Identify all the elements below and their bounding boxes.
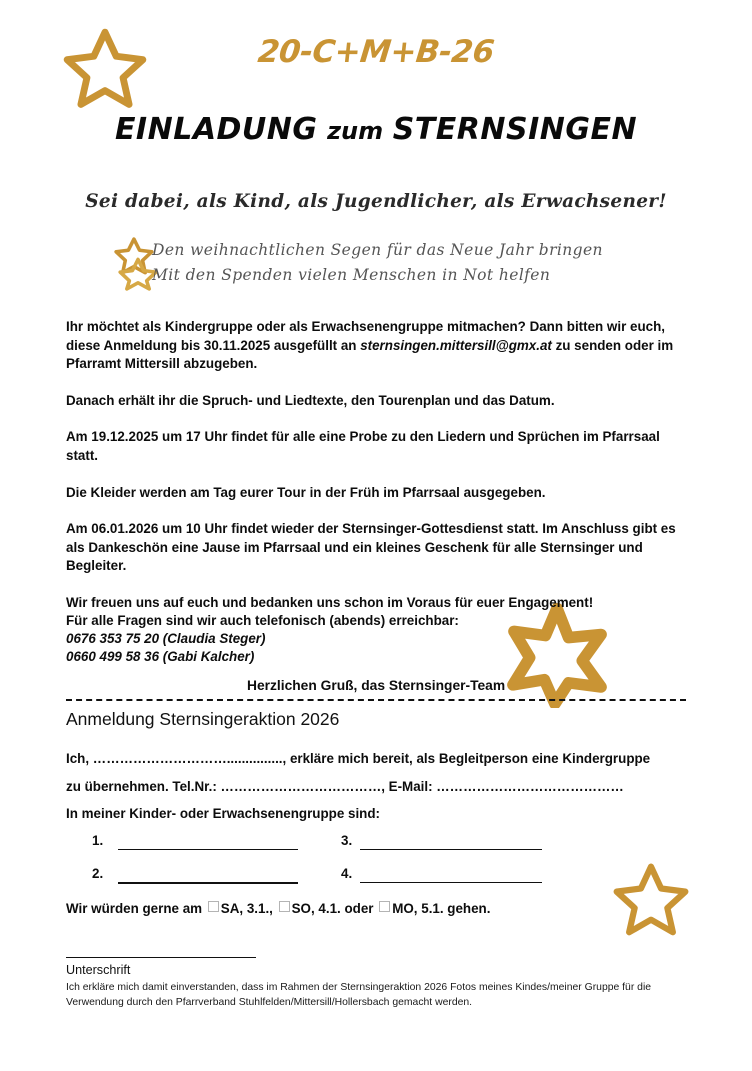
cmb-blessing-text: 20-C+M+B-26 bbox=[256, 34, 496, 70]
star-icon-bottom bbox=[610, 862, 692, 940]
day-choice-line bbox=[66, 901, 490, 916]
member-input-1[interactable] bbox=[118, 849, 298, 850]
page-title-part2: zum bbox=[327, 117, 384, 145]
form-line-name-suffix: erkläre mich bereit, als Begleitperson eine Kindergruppe bbox=[286, 751, 651, 766]
paragraph-rehearsal: Am 19.12.2025 um 17 Uhr findet für alle eine Probe zu den Liedern und Sprüchen im Pfarrsaal statt. bbox=[66, 429, 660, 463]
contact-block bbox=[66, 612, 526, 665]
contact-phone-1: 0676 353 75 20 (Claudia Steger) bbox=[66, 631, 266, 646]
form-title: Anmeldung Sternsingeraktion 2026 bbox=[66, 709, 340, 729]
page-title bbox=[0, 112, 752, 147]
checkbox-sunday[interactable] bbox=[279, 901, 290, 912]
form-line-name-prefix: Ich, bbox=[66, 751, 93, 766]
contact-heading: Für alle Fragen sind wir auch telefonisch (abends) erreichbar: bbox=[66, 613, 459, 628]
member-number-2: 2. bbox=[92, 866, 104, 881]
page-title-part1: EINLADUNG bbox=[114, 112, 318, 147]
paragraph-signup-a: Ihr möchtet als Kindergruppe oder als Erwachsenengruppe mitmachen? Dann bitten wir euch, diese Anmeldung bis 30.11.2025 ausgefüllt an bbox=[66, 319, 665, 353]
paragraph-service: Am 06.01.2026 um 10 Uhr findet wieder der Sternsinger-Gottesdienst statt. Im Anschluss gibt es als Dankeschön eine Jause im Pfarrsaal und ein kleines Geschenk für alle Sternsinger und Begleiter. bbox=[66, 521, 676, 574]
photo-consent-text: Ich erkläre mich damit einverstanden, dass im Rahmen der Sternsingeraktion 2026 Fotos meines Kindes/meiner Gruppe für die Verwendung durch den Pfarrverband Stuhlfelden/Mittersill/Hollersbach gemacht werden. bbox=[66, 982, 652, 1008]
body-text bbox=[66, 318, 686, 631]
page-title-part3: STERNSINGEN bbox=[392, 112, 638, 147]
day-choice-label-1: SA, 3.1., bbox=[220, 901, 273, 916]
member-number-1: 1. bbox=[92, 833, 104, 848]
form-line-name bbox=[66, 751, 650, 766]
paragraph-signup-b: zu senden oder im Pfarramt Mittersill abzugeben. bbox=[66, 337, 674, 372]
form-line-email-label: E-Mail: bbox=[384, 779, 437, 794]
form-name-blank[interactable]: …………………………..............., bbox=[92, 751, 287, 766]
paragraph-signup bbox=[66, 318, 686, 374]
benefit-item: Den weihnachtlichen Segen für das Neue Jahr bringen bbox=[152, 241, 603, 259]
contact-email: sternsingen.mittersill@gmx.at bbox=[360, 337, 552, 353]
benefit-list bbox=[152, 238, 603, 288]
signature-input[interactable] bbox=[66, 957, 256, 958]
member-number-4: 4. bbox=[341, 866, 353, 881]
section-divider bbox=[66, 699, 686, 701]
paragraph-thanks: Wir freuen uns auf euch und bedanken uns schon im Voraus für euer Engagement! bbox=[66, 594, 594, 610]
day-choice-label-3: MO, 5.1. gehen. bbox=[392, 901, 491, 916]
member-number-3: 3. bbox=[341, 833, 353, 848]
checkbox-saturday[interactable] bbox=[208, 901, 219, 912]
paragraph-materials: Danach erhält ihr die Spruch- und Liedtexte, den Tourenplan und das Datum. bbox=[66, 392, 555, 408]
day-choice-prefix: Wir würden gerne am bbox=[66, 901, 203, 916]
form-group-members-label: In meiner Kinder- oder Erwachsenengruppe sind: bbox=[66, 806, 380, 821]
member-input-3[interactable] bbox=[360, 849, 542, 850]
closing-regards: Herzlichen Gruß, das Sternsinger-Team bbox=[247, 678, 506, 693]
form-phone-blank[interactable]: ………………………………, bbox=[220, 779, 385, 794]
form-line-contact bbox=[66, 779, 624, 794]
member-input-4[interactable] bbox=[360, 882, 542, 883]
benefit-item: Mit den Spenden vielen Menschen in Not helfen bbox=[152, 266, 551, 284]
member-input-2[interactable] bbox=[118, 882, 298, 884]
form-line-phone-prefix: zu übernehmen. Tel.Nr.: bbox=[66, 779, 221, 794]
contact-phone-2: 0660 499 58 36 (Gabi Kalcher) bbox=[66, 648, 255, 664]
form-email-blank[interactable]: …………………………………… bbox=[436, 779, 624, 794]
paragraph-costumes: Die Kleider werden am Tag eurer Tour in der Früh im Pfarrsaal ausgegeben. bbox=[66, 484, 546, 500]
signature-label: Unterschrift bbox=[66, 963, 131, 977]
page-subtitle: Sei dabei, als Kind, als Jugendlicher, als Erwachsener! bbox=[85, 191, 667, 212]
cmb-blessing bbox=[0, 34, 752, 70]
checkbox-monday[interactable] bbox=[379, 901, 390, 912]
day-choice-label-2: SO, 4.1. oder bbox=[291, 901, 374, 916]
